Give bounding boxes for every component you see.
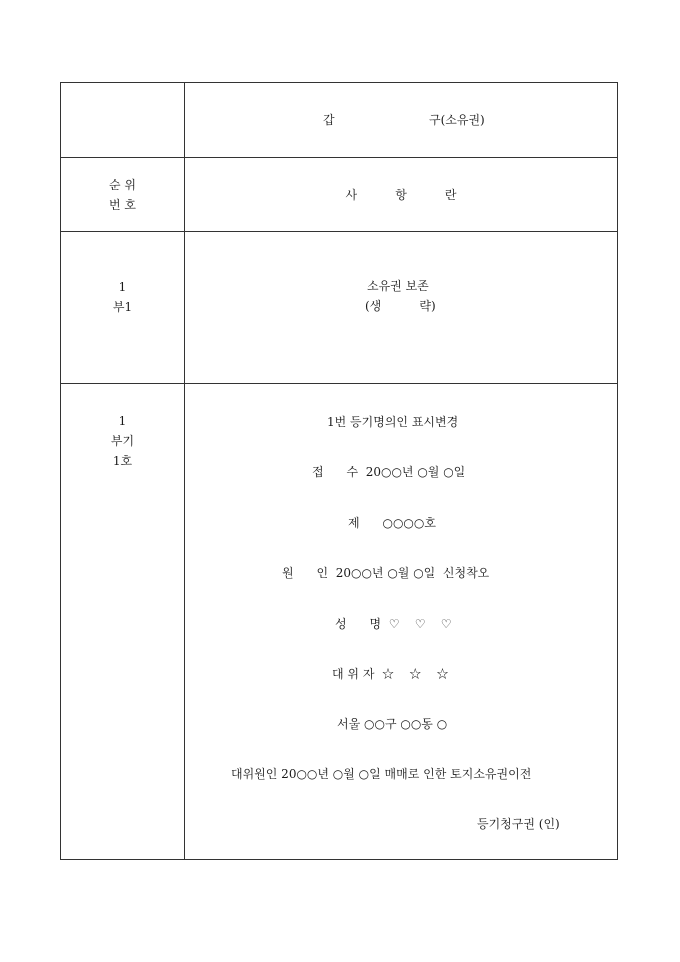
header-row — [61, 83, 617, 158]
order-label-line2: 번 호 — [109, 198, 136, 212]
entry-2-order-line3: 1호 — [112, 454, 133, 468]
entry-2-content-cell — [185, 384, 617, 860]
entry-row-2 — [61, 384, 617, 860]
entry-1-content-cell — [185, 232, 617, 383]
matters-label: 사 항 란 — [345, 188, 457, 202]
entry-2-order-cell — [61, 384, 185, 860]
registry-table — [60, 82, 618, 860]
entry-2-line-5: 성 명 ♡ ♡ ♡ — [335, 617, 452, 631]
entry-1-order-cell — [61, 232, 185, 383]
order-label-line1: 순 위 — [109, 178, 136, 192]
entry-row-1 — [61, 232, 617, 384]
entry-2-line-7: 서울 ○○구 ○○동 ○ — [337, 717, 448, 731]
entry-2-line-6: 대 위 자 ☆ ☆ ☆ — [332, 667, 449, 681]
entry-2-line-8: 대위원인 20○○년 ○월 ○일 매매로 인한 토지소유권이전 — [231, 767, 532, 781]
entry-2-line-1: 1번 등기명의인 표시변경 — [327, 415, 459, 429]
subheader-row — [61, 158, 617, 232]
entry-2-line-9: 등기청구권 (인) — [477, 817, 560, 831]
entry-1-order-line1: 1 — [118, 280, 127, 294]
order-number-header-cell — [61, 158, 185, 231]
entry-2-order-line1: 1 — [118, 414, 127, 428]
section-title-gap: 갑 — [323, 113, 335, 127]
entry-2-order-line2: 부기 — [110, 434, 135, 448]
entry-1-content-line1: 소유권 보존 — [367, 279, 429, 293]
entry-2-line-3: 제 ○○○○호 — [348, 516, 436, 530]
section-title-ownership: 구(소유권) — [429, 113, 485, 127]
matters-header-cell — [185, 158, 617, 231]
entry-2-line-4: 원 인 20○○년 ○월 ○일 신청착오 — [282, 566, 490, 580]
header-left-cell — [61, 83, 185, 157]
entry-2-line-2: 접 수 20○○년 ○월 ○일 — [312, 465, 466, 479]
entry-1-content-line2: (생 략) — [365, 299, 436, 313]
header-right-cell — [185, 83, 617, 157]
entry-1-order-line2: 부1 — [112, 300, 133, 314]
